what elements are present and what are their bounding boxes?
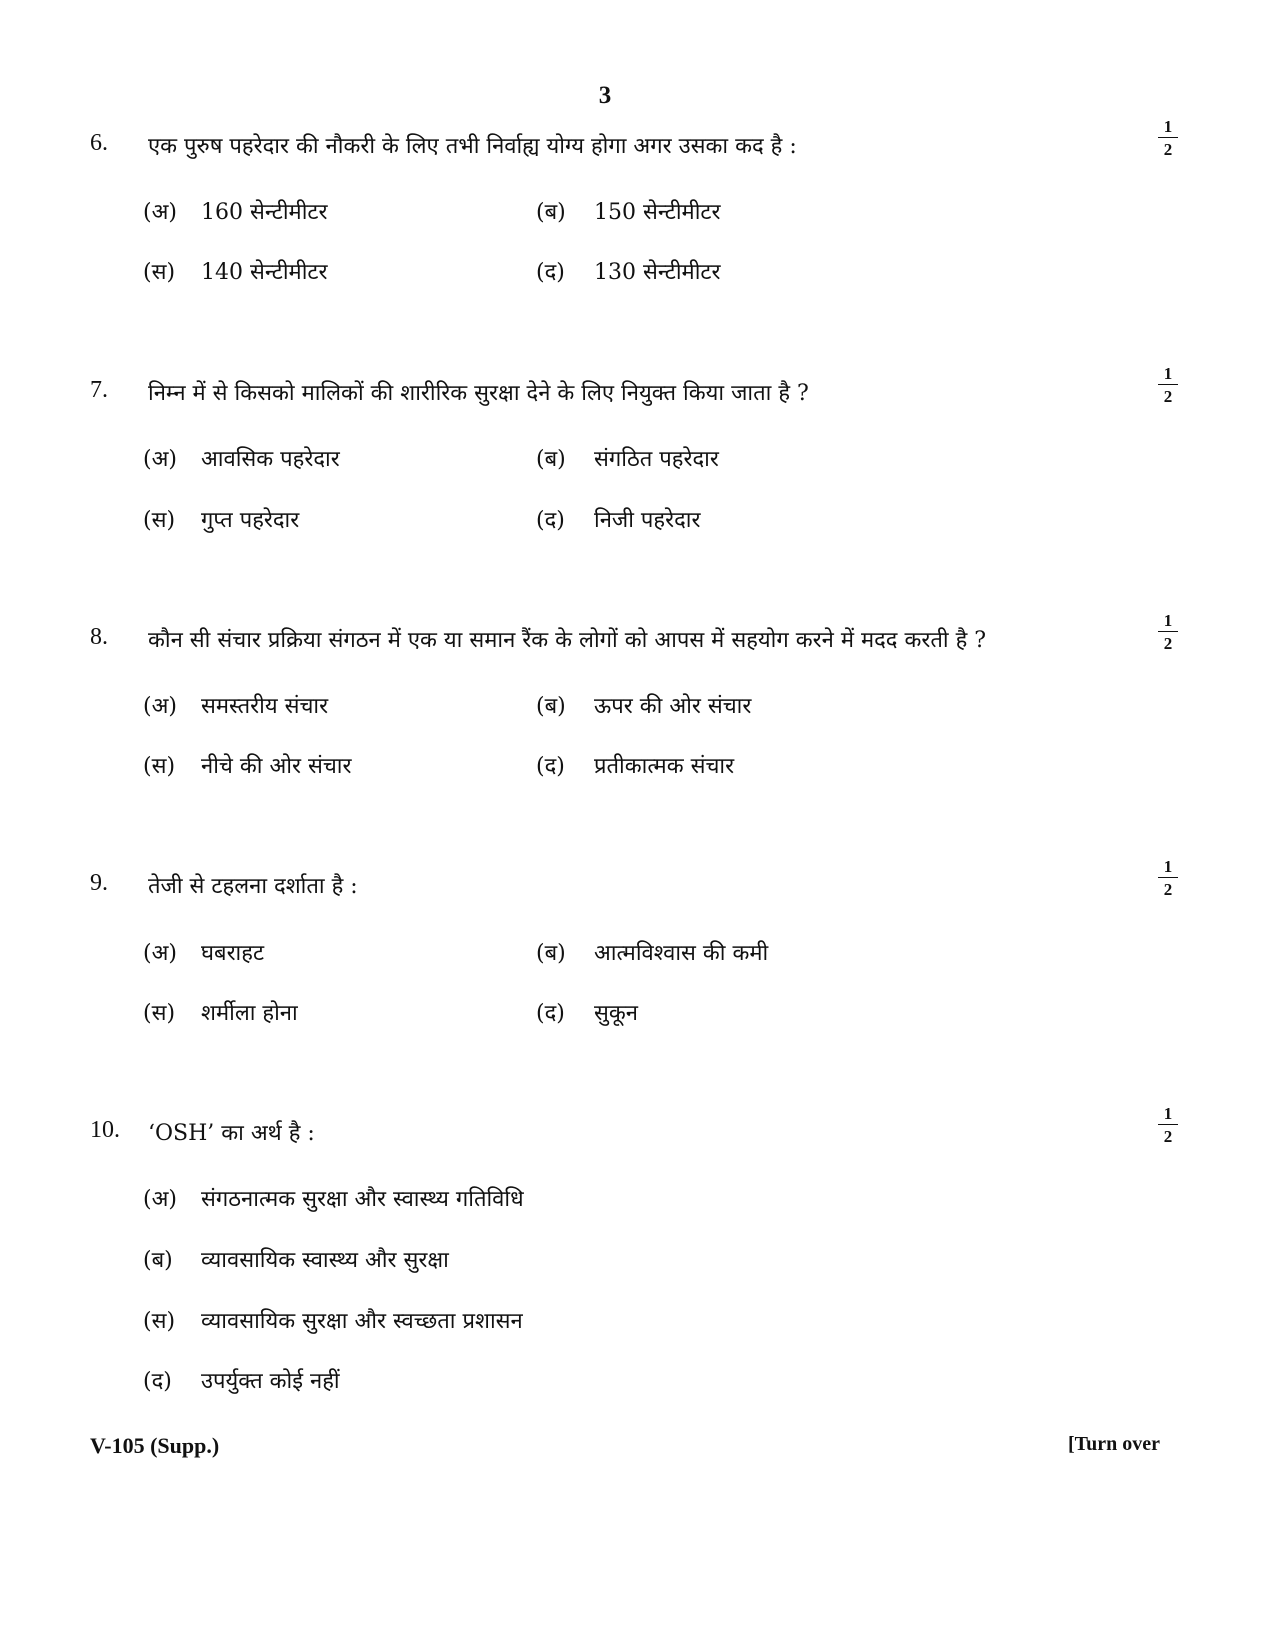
option-a — [143, 937, 264, 967]
question-number: 6. — [90, 130, 108, 156]
option-a — [143, 443, 340, 473]
option-text: 150 सेन्टीमीटर — [594, 200, 721, 225]
option-label: (स) — [143, 1309, 176, 1334]
option-text: गुप्त पहरेदार — [201, 508, 300, 533]
marks-denominator: 2 — [1163, 1127, 1173, 1146]
option-text: व्यावसायिक सुरक्षा और स्वच्छता प्रशासन — [201, 1309, 523, 1334]
marks-fraction — [1158, 858, 1178, 898]
option-d — [536, 997, 638, 1027]
option-d — [536, 750, 734, 780]
option-d — [143, 1365, 340, 1395]
option-text: उपर्युक्त कोई नहीं — [201, 1369, 340, 1394]
question-text: तेजी से टहलना दर्शाता है : — [148, 874, 358, 899]
option-c — [143, 504, 299, 534]
marks-fraction — [1158, 365, 1178, 405]
question-number: 8. — [90, 624, 108, 650]
option-label: (स) — [143, 1001, 176, 1026]
option-label: (द) — [536, 508, 565, 533]
marks-denominator: 2 — [1163, 387, 1173, 406]
option-b — [536, 196, 721, 226]
question-number: 9. — [90, 870, 108, 896]
option-text: 130 सेन्टीमीटर — [594, 260, 721, 285]
option-b — [536, 937, 768, 967]
marks-numerator: 1 — [1158, 118, 1178, 138]
option-text: ऊपर की ओर संचार — [594, 694, 752, 719]
marks-denominator: 2 — [1163, 634, 1173, 653]
option-c — [143, 1305, 523, 1335]
option-label: (ब) — [536, 447, 566, 472]
turn-over-note: [Turn over — [1067, 1433, 1160, 1455]
option-b — [536, 690, 751, 720]
option-label: (ब) — [143, 1248, 173, 1273]
option-text: निजी पहरेदार — [594, 508, 701, 533]
option-c — [143, 997, 298, 1027]
marks-numerator: 1 — [1158, 858, 1178, 878]
option-label: (अ) — [143, 447, 177, 472]
option-c — [143, 256, 328, 286]
option-label: (स) — [143, 508, 176, 533]
page-number: 3 — [598, 82, 612, 109]
marks-denominator: 2 — [1163, 880, 1173, 899]
marks-fraction — [1158, 612, 1178, 652]
option-text: सुकून — [594, 1001, 638, 1026]
option-text: संगठित पहरेदार — [594, 447, 719, 472]
option-label: (अ) — [143, 200, 177, 225]
marks-numerator: 1 — [1158, 1105, 1178, 1125]
option-text: आत्मविश्वास की कमी — [594, 941, 769, 966]
question-text: ‘OSH’ का अर्थ है : — [148, 1121, 315, 1146]
question-text: एक पुरुष पहरेदार की नौकरी के लिए तभी निर्वाह्य योग्य होगा अगर उसका कद है : — [148, 134, 797, 159]
option-label: (अ) — [143, 941, 177, 966]
option-b — [143, 1244, 449, 1274]
question-number: 7. — [90, 377, 108, 403]
option-text: घबराहट — [201, 941, 265, 966]
option-text: 140 सेन्टीमीटर — [201, 260, 328, 285]
marks-numerator: 1 — [1158, 365, 1178, 385]
marks-denominator: 2 — [1163, 140, 1173, 159]
option-label: (ब) — [536, 200, 566, 225]
option-text: 160 सेन्टीमीटर — [201, 200, 328, 225]
option-label: (ब) — [536, 941, 566, 966]
option-text: नीचे की ओर संचार — [201, 754, 352, 779]
option-text: व्यावसायिक स्वास्थ्य और सुरक्षा — [201, 1248, 449, 1273]
option-a — [143, 1183, 524, 1213]
paper-code: V-105 (Supp.) — [90, 1433, 220, 1458]
option-b — [536, 443, 719, 473]
option-text: प्रतीकात्मक संचार — [594, 754, 735, 779]
marks-fraction — [1158, 118, 1178, 158]
option-label: (अ) — [143, 1187, 177, 1212]
question-text: निम्न में से किसको मालिकों की शारीरिक सुरक्षा देने के लिए नियुक्त किया जाता है ? — [148, 381, 809, 406]
question-number: 10. — [90, 1117, 120, 1143]
marks-fraction — [1158, 1105, 1178, 1145]
option-label: (अ) — [143, 694, 177, 719]
question-text: कौन सी संचार प्रक्रिया संगठन में एक या समान रैंक के लोगों को आपस में सहयोग करने में मदद करती है ? — [148, 628, 987, 653]
option-label: (द) — [143, 1369, 172, 1394]
option-c — [143, 750, 352, 780]
option-text: समस्तरीय संचार — [201, 694, 329, 719]
option-d — [536, 256, 721, 286]
option-text: आवसिक पहरेदार — [201, 447, 340, 472]
option-label: (द) — [536, 754, 565, 779]
option-text: शर्मीला होना — [201, 1001, 298, 1026]
option-a — [143, 196, 328, 226]
option-text: संगठनात्मक सुरक्षा और स्वास्थ्य गतिविधि — [201, 1187, 524, 1212]
option-label: (द) — [536, 1001, 565, 1026]
option-label: (ब) — [536, 694, 566, 719]
option-a — [143, 690, 328, 720]
option-label: (स) — [143, 260, 176, 285]
marks-numerator: 1 — [1158, 612, 1178, 632]
option-label: (स) — [143, 754, 176, 779]
option-label: (द) — [536, 260, 565, 285]
option-d — [536, 504, 700, 534]
